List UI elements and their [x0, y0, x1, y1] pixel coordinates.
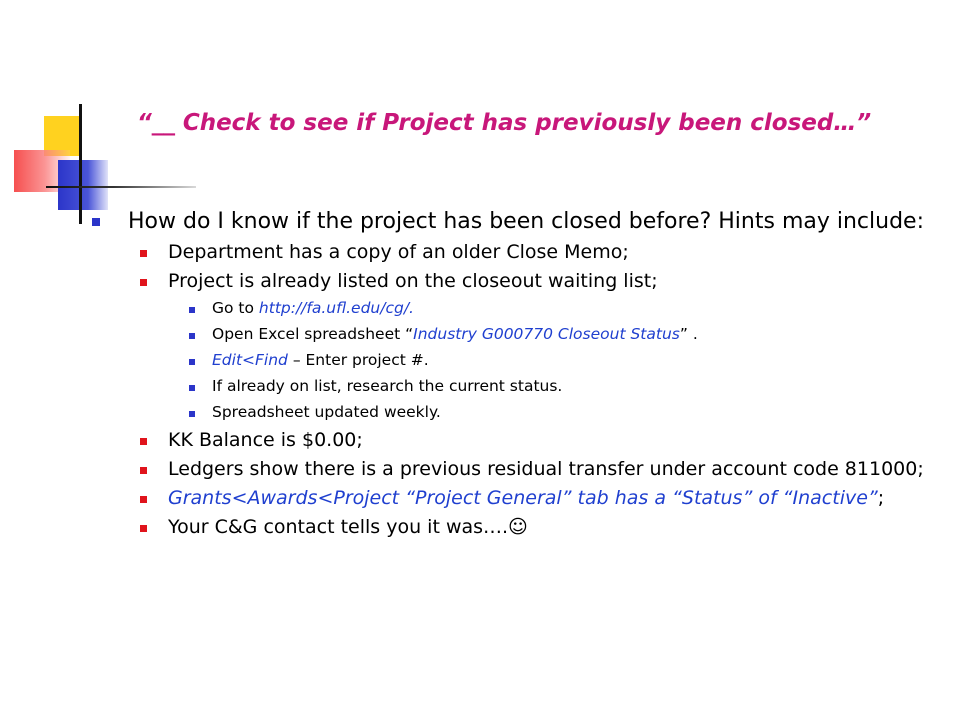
sub-hint-item: [92, 352, 932, 369]
hint-listed-text: Project is already listed on the closeout waiting list;: [168, 270, 658, 292]
cg-website-link[interactable]: http://fa.ufl.edu/cg/.: [258, 299, 414, 317]
hint-item: [92, 517, 932, 537]
square-bullet-icon: [140, 250, 147, 257]
hint-item: [92, 488, 932, 508]
sub-hint-item: [92, 378, 932, 395]
hint-item: [92, 430, 932, 450]
square-bullet-icon: [140, 525, 147, 532]
square-bullet-icon: [189, 385, 195, 391]
square-bullet-icon: [189, 333, 195, 339]
square-bullet-icon: [189, 411, 195, 417]
hint-contact-text: Your C&G contact tells you it was….☺: [168, 516, 528, 538]
closeout-spreadsheet-name: Industry G000770 Closeout Status: [413, 325, 680, 343]
intro-text: How do I know if the project has been closed before? Hints may include:: [128, 209, 924, 234]
square-bullet-icon: [140, 438, 147, 445]
hint-item: [92, 242, 932, 262]
blue-square: [58, 160, 108, 210]
edit-suffix: – Enter project #.: [287, 351, 429, 369]
sub-hint-item: [92, 404, 932, 421]
square-bullet-icon: [189, 307, 195, 313]
grants-suffix: ;: [877, 487, 885, 509]
sub-hint-item: [92, 326, 932, 343]
hint-item: [92, 459, 932, 479]
edit-find-menu-path: Edit<Find: [212, 351, 288, 369]
hint-memo-text: Department has a copy of an older Close Memo;: [168, 241, 629, 263]
open-prefix: Open Excel spreadsheet “: [212, 325, 414, 343]
slide-title: “__ Check to see if Project has previously been closed…”: [137, 110, 872, 136]
grants-path-text: Grants<Awards<Project “Project General” tab has a “Status” of “Inactive”: [168, 487, 878, 509]
slide-body: [92, 210, 932, 546]
sub-hint-item: [92, 300, 932, 317]
horizontal-rule: [46, 186, 196, 188]
intro-item: [92, 210, 932, 233]
hint-item: [92, 271, 932, 291]
square-bullet-icon: [92, 218, 100, 226]
square-bullet-icon: [140, 279, 147, 286]
hint-ledgers-text: Ledgers show there is a previous residual transfer under account code 811000;: [168, 458, 924, 480]
vertical-rule: [79, 104, 82, 224]
square-bullet-icon: [189, 359, 195, 365]
open-suffix: ” .: [679, 325, 698, 343]
already-listed-text: If already on list, research the current status.: [212, 377, 563, 395]
goto-prefix: Go to: [212, 299, 259, 317]
square-bullet-icon: [140, 467, 147, 474]
square-bullet-icon: [140, 496, 147, 503]
updated-weekly-text: Spreadsheet updated weekly.: [212, 403, 441, 421]
hint-kk-text: KK Balance is $0.00;: [168, 429, 363, 451]
